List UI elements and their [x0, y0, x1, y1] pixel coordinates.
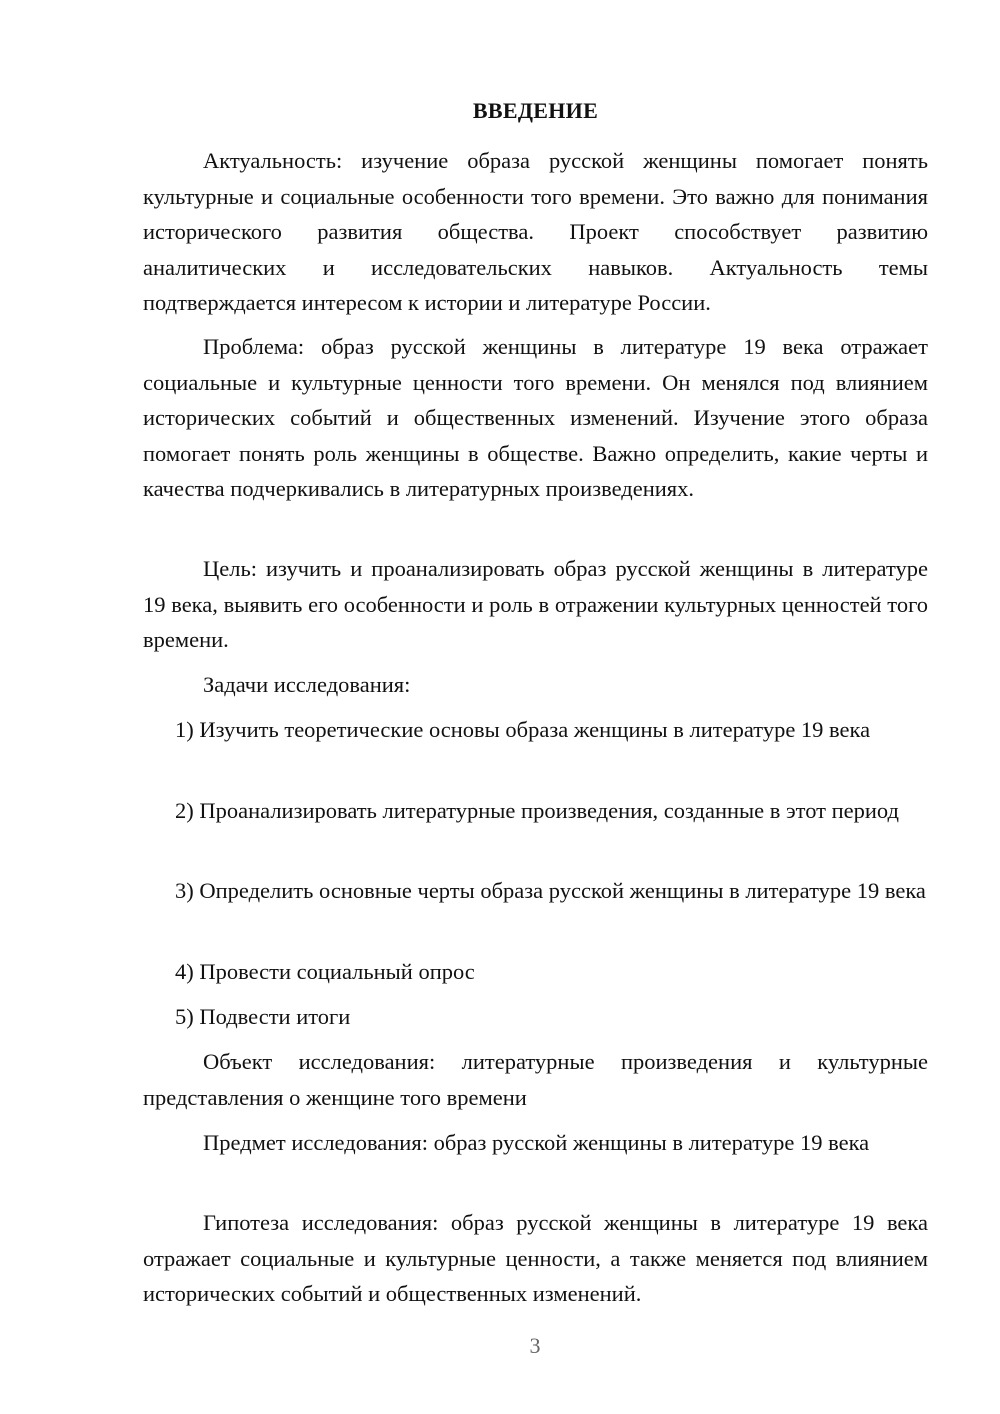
object-paragraph: Объект исследования: литературные произведения и культурные представления о женщине того времени — [143, 1049, 928, 1110]
task-item: 4) Провести социальный опрос — [175, 959, 475, 984]
task-item: 3) Определить основные черты образа русской женщины в литературе 19 века — [175, 878, 926, 903]
task-item: 5) Подвести итоги — [175, 1004, 351, 1029]
goal-paragraph: Цель: изучить и проанализировать образ русской женщины в литературе 19 века, выявить его особенности и роль в отражении культурных ценностей того времени. — [143, 556, 928, 652]
task-item: 2) Проанализировать литературные произведения, созданные в этот период — [175, 798, 899, 823]
problem-paragraph: Проблема: образ русской женщины в литературе 19 века отражает социальные и культурные ценности того времени. Он менялся под влиянием исторических событий и общественных изменений. Изучение этого образа помогает понять роль женщины в обществе. Важно определить, какие черты и качества подчеркивались в литературных произведениях. — [143, 334, 928, 501]
relevance-paragraph: Актуальность: изучение образа русской женщины помогает понять культурные и социальные особенности того времени. Это важно для понимания исторического развития общества. Проект способствует развитию аналитических и исследовательских навыков. Актуальность темы подтверждается интересом к истории и литературе России. — [143, 148, 928, 315]
subject-paragraph: Предмет исследования: образ русской женщины в литературе 19 века — [203, 1130, 870, 1155]
page-title: ВВЕДЕНИЕ — [472, 98, 599, 123]
tasks-heading: Задачи исследования: — [203, 672, 411, 697]
task-item: 1) Изучить теоретические основы образа женщины в литературе 19 века — [175, 717, 871, 742]
hypothesis-paragraph: Гипотеза исследования: образ русской женщины в литературе 19 века отражает социальные и культурные ценности, а также меняется под влиянием исторических событий и общественных изменений. — [143, 1210, 928, 1306]
page-number: 3 — [529, 1333, 541, 1358]
